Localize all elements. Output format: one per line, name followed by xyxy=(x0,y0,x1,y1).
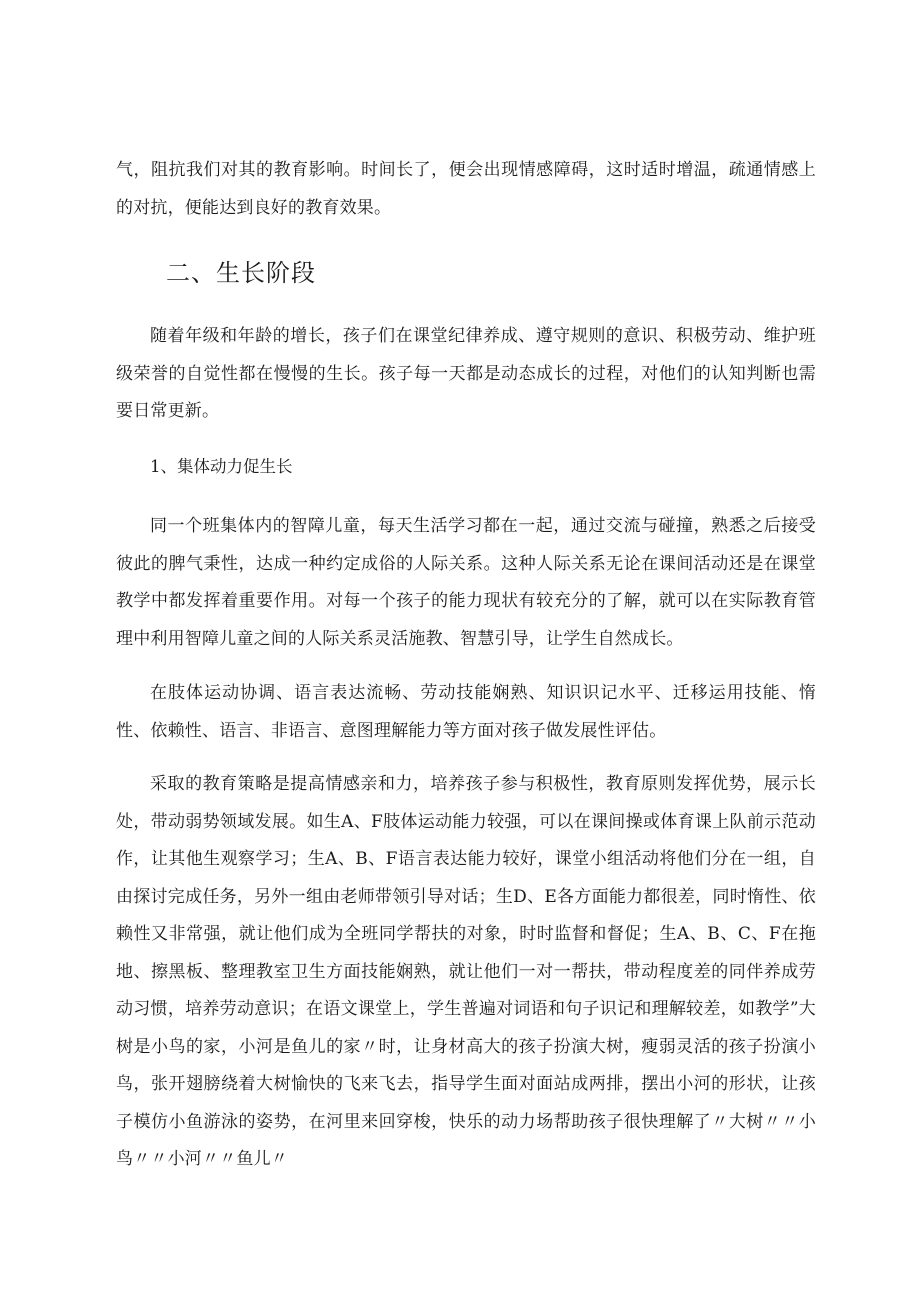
paragraph-assessment: 在肢体运动协调、语言表达流畅、劳动技能娴熟、知识识记水平、迁移运用技能、惰性、依赖性、语言、非语言、意图理解能力等方面对孩子做发展性评估。 xyxy=(116,683,816,741)
paragraph-collective-dynamics: 同一个班集体内的智障儿童，每天生活学习都在一起，通过交流与碰撞，熟悉之后接受彼此的脾气秉性，达成一种约定成俗的人际关系。这种人际关系无论在课间活动还是在课堂教学中都发挥着重要作用。对每一个孩子的能力现状有较充分的了解，就可以在实际教育管理中利用智障儿童之间的人际关系灵活施教、智慧引导，让学生自然成长。 xyxy=(116,516,816,649)
section-heading: 二、生长阶段 xyxy=(166,259,316,287)
intro-paragraph: 气，阻抗我们对其的教育影响。时间长了，便会出现情感障碍，这时适时增温，疏通情感上的对抗，便能达到良好的教育效果。 xyxy=(116,160,816,218)
subsection-heading: 1、集体动力促生长 xyxy=(150,457,293,476)
paragraph-education-strategy: 采取的教育策略是提高情感亲和力，培养孩子参与积极性，教育原则发挥优势，展示长处，带动弱势领域发展。如生A、F肢体运动能力较强，可以在课间操或体育课上队前示范动作，让其他生观察学习；生A、B、F语言表达能力较好，课堂小组活动将他们分在一组，自由探讨完成任务，另外一组由老师带领引导对话；生D、E各方面能力都很差，同时惰性、依赖性又非常强，就让他们成为全班同学帮扶的对象，时时监督和督促；生A、B、C、F在拖地、擦黑板、整理教室卫生方面技能娴熟，就让他们一对一帮扶，带动程度差的同伴养成劳动习惯，培养劳动意识；在语文课堂上，学生普遍对词语和句子识记和理解较差，如教学”大树是小鸟的家，小河是鱼儿的家〃时，让身材高大的孩子扮演大树，瘦弱灵活的孩子扮演小鸟，张开翅膀绕着大树愉快的飞来飞去，指导学生面对面站成两排，摆出小河的形状，让孩子模仿小鱼游泳的姿势，在河里来回穿梭，快乐的动力场帮助孩子很快理解了〃大树〃〃小鸟〃〃小河〃〃鱼儿〃 xyxy=(116,774,816,1169)
section-intro-paragraph: 随着年级和年龄的增长，孩子们在课堂纪律养成、遵守规则的意识、积极劳动、维护班级荣誉的自觉性都在慢慢的生长。孩子每一天都是动态成长的过程，对他们的认知判断也需要日常更新。 xyxy=(116,326,816,421)
